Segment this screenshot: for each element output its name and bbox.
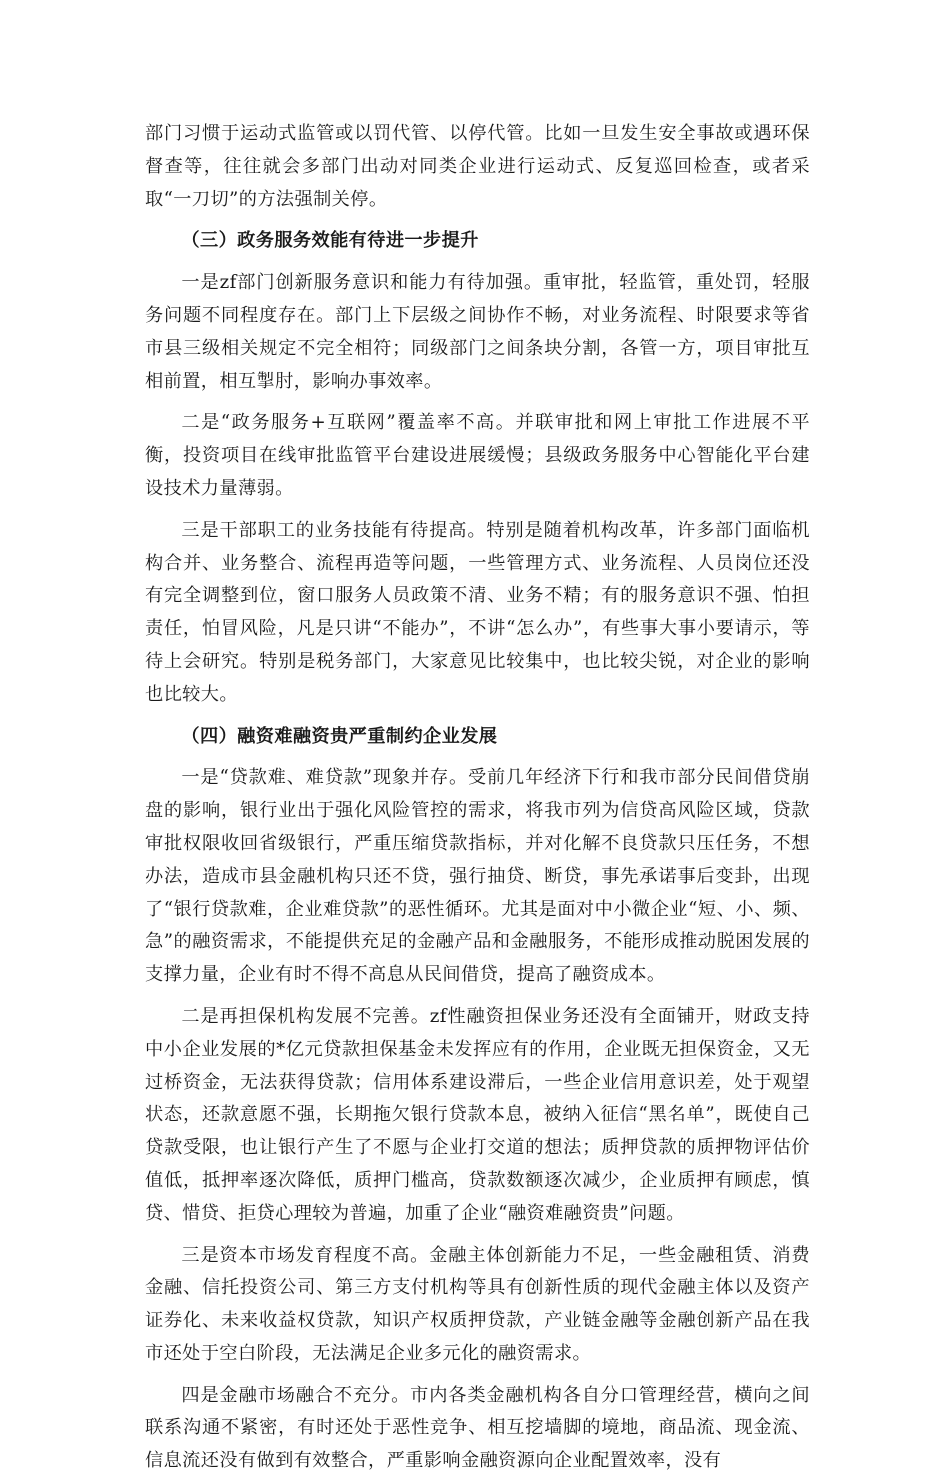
paragraph-financial-integration: 四是金融市场融合不充分。市内各类金融机构各自分口管理经营，横向之间联系沟通不紧密，有时还处于恶性竞争、相互挖墙脚的境地，商品流、现金流、信息流还没有做到有效整合，严重影响金融资源向企业配置效率，没有 [145, 1384, 810, 1472]
paragraph-continuation: 部门习惯于运动式监管或以罚代管、以停代管。比如一旦发生安全事故或遇环保督查等，往往就会多部门出动对同类企业进行运动式、反复巡回检查，或者采取“一刀切”的方法强制关停。 [145, 123, 810, 210]
paragraph-staff-skills: 三是干部职工的业务技能有待提高。特别是随着机构改革，许多部门面临机构合并、业务整合、流程再造等问题，一些管理方式、业务流程、人员岗位还没有完全调整到位，窗口服务人员政策不清、业务不精；有的服务意识不强、怕担责任，怕冒风险，凡是只讲“不能办”，不讲“怎么办”，有些事大事小要请示，等待上会研究。特别是税务部门，大家意见比较集中，也比较尖锐，对企业的影响也比较大。 [145, 519, 810, 705]
paragraph-service-awareness: 一是zf部门创新服务意识和能力有待加强。重审批，轻监管，重处罚，轻服务问题不同程度存在。部门上下层级之间协作不畅，对业务流程、时限要求等省市县三级相关规定不完全相符；同级部门之间条块分割，各管一方，项目审批互相前置，相互掣肘，影响办事效率。 [145, 272, 810, 392]
section-heading-3: （三）政务服务效能有待进一步提升 [181, 230, 479, 252]
paragraph-capital-market: 三是资本市场发育程度不高。金融主体创新能力不足，一些金融租赁、消费金融、信托投资公司、第三方支付机构等具有创新性质的现代金融主体以及资产证券化、未来收益权贷款，知识产权质押贷款，产业链金融等金融创新产品在我市还处于空白阶段，无法满足企业多元化的融资需求。 [145, 1244, 810, 1364]
section-heading-4: （四）融资难融资贵严重制约企业发展 [181, 725, 498, 747]
paragraph-loan-difficulty: 一是“贷款难、难贷款”现象并存。受前几年经济下行和我市部分民间借贷崩盘的影响，银行业出于强化风险管控的需求，将我市列为信贷高风险区域，贷款审批权限收回省级银行，严重压缩贷款指标，并对化解不良贷款只压任务，不想办法，造成市县金融机构只还不贷，强行抽贷、断贷，事先承诺事后变卦，出现了“银行贷款难，企业难贷款”的恶性循环。尤其是面对中小微企业“短、小、频、急”的融资需求，不能提供充足的金融产品和金融服务，不能形成推动脱困发展的支撑力量，企业有时不得不高息从民间借贷，提高了融资成本。 [145, 767, 810, 986]
paragraph-internet-coverage: 二是“政务服务+互联网”覆盖率不高。并联审批和网上审批工作进展不平衡，投资项目在线审批监管平台建设进展缓慢；县级政务服务中心智能化平台建设技术力量薄弱。 [145, 412, 810, 499]
paragraph-guarantee-institutions: 二是再担保机构发展不完善。zf性融资担保业务还没有全面铺开，财政支持中小企业发展的*亿元贷款担保基金未发挥应有的作用，企业既无担保资金，又无过桥资金，无法获得贷款；信用体系建设滞后，一些企业信用意识差，处于观望状态，还款意愿不强，长期拖欠银行贷款本息，被纳入征信“黑名单”，既使自己贷款受限，也让银行产生了不愿与企业打交道的想法；质押贷款的质押物评估价值低，抵押率逐次降低，质押门槛高，贷款数额逐次减少，企业质押有顾虑，慎贷、惜贷、拒贷心理较为普遍，加重了企业“融资难融资贵”问题。 [145, 1005, 810, 1224]
